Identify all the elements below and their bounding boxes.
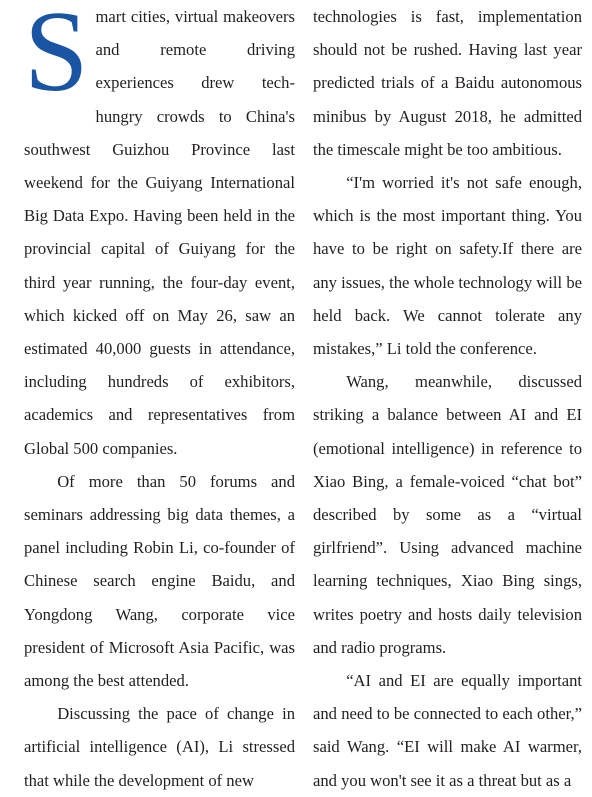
paragraph-3: Discussing the pace of change in artificial intelligence (AI), Li stressed that while the development of new [24,704,295,790]
drop-cap: S [24,0,89,116]
paragraph-2: Of more than 50 forums and seminars addressing big data themes, a panel including Robin Li, co-founder of Chinese search engine Baidu, and Yongdong Wang, corporate vice president of Microsoft Asia Pacific, was among the best attended. [24,471,295,691]
paragraph-1 [24,0,295,465]
paragraph-1-text: mart cities, virtual makeovers and remote driving experiences drew tech-hungry crowds to China's southwest Guizhou Province last weekend for the Guiyang International Big Data Expo. Having been held in the provincial capital of Guiyang for the third year running, the four-day event, which kicked off on May 26, saw an estimated 40,000 guests in attendance, including hundreds of exhibitors, academics and representatives from Global 500 companies. [24,7,295,458]
paragraph-4: technologies is fast, implementation should not be rushed. Having last year predicted trials of a Baidu autonomous minibus by August 2018, he admitted the timescale might be too ambitious. [313,7,582,159]
right-column [313,0,582,797]
paragraph-7: “AI and EI are equally important and need to be connected to each other,” said Wang. “EI will make AI warmer, and you won't see it as a threat but as a [313,671,582,790]
left-column [24,0,295,797]
paragraph-5: “I'm worried it's not safe enough, which is the most important thing. You have to be right on safety.If there are any issues, the whole technology will be held back. We cannot tolerate any mistakes,” Li told the conference. [313,173,582,359]
paragraph-6: Wang, meanwhile, discussed striking a balance between AI and EI (emotional intelligence) in reference to Xiao Bing, a female-voiced “chat bot” described by some as a “virtual girlfriend”. Using advanced machine learning techniques, Xiao Bing sings, writes poetry and hosts daily television and radio programs. [313,372,582,657]
